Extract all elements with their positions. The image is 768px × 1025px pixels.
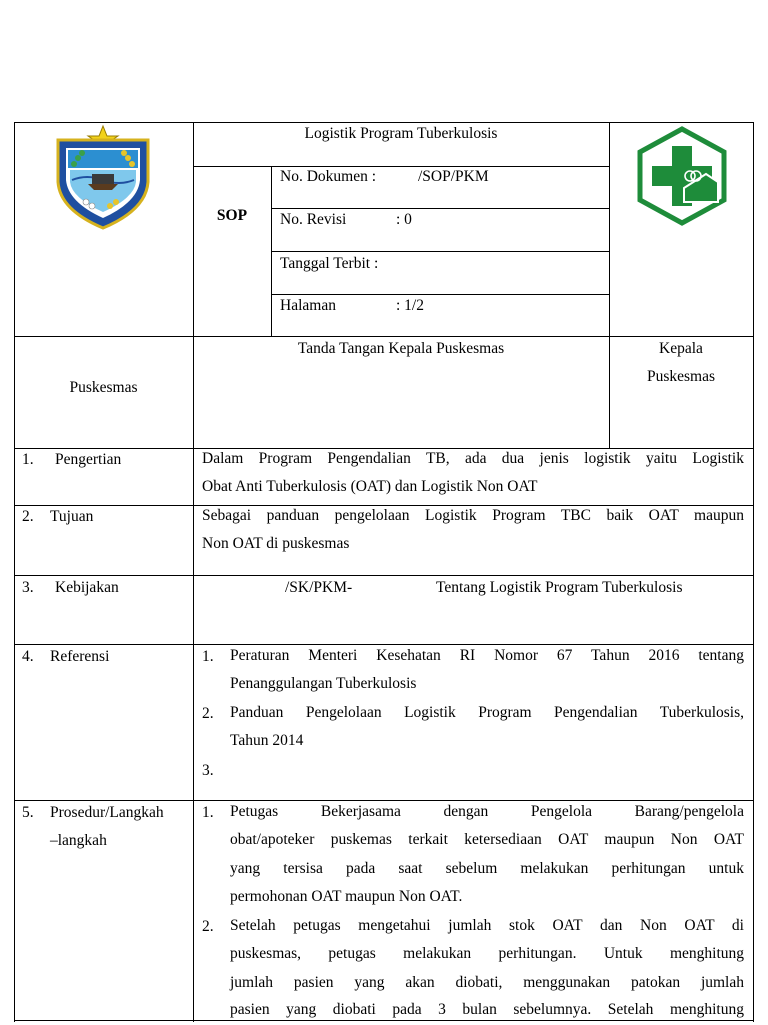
field-label-tanggal-terbit: Tanggal Terbit : — [280, 255, 379, 272]
section-number-tujuan: 2. — [22, 508, 34, 525]
tujuan-text-line-1: Sebagai panduan pengelolaan Logistik Program TBC baik OAT maupun — [202, 507, 744, 524]
sop-label: SOP — [216, 207, 248, 224]
pengertian-text-line-1: Dalam Program Pengendalian TB, ada dua jenis logistik yaitu Logistik — [202, 450, 744, 467]
field-divider-3 — [271, 294, 609, 295]
field-value-halaman: : 1/2 — [396, 297, 424, 314]
field-value-no-dokumen: /SOP/PKM — [418, 168, 489, 185]
prosedur-item-line: Setelah petugas mengetahui jumlah stok OAT dan Non OAT di — [230, 917, 744, 934]
signature-left-label: Puskesmas — [69, 379, 138, 396]
prosedur-item-line: permohonan OAT maupun Non OAT. — [230, 888, 463, 905]
tujuan-text-line-2: Non OAT di puskesmas — [202, 535, 350, 552]
referensi-item-line: Penanggulangan Tuberkulosis — [230, 675, 417, 692]
section-label-referensi: Referensi — [50, 648, 110, 665]
field-label-no-revisi: No. Revisi — [280, 211, 347, 228]
section-label-pengertian: Pengertian — [55, 451, 122, 468]
table-column-divider — [193, 122, 194, 1022]
field-value-no-revisi: : 0 — [396, 211, 412, 228]
section-label-kebijakan: Kebijakan — [55, 579, 119, 596]
header-right-divider — [609, 122, 610, 448]
section-label-prosedur-2: –langkah — [50, 832, 107, 849]
referensi-item-line: Tahun 2014 — [230, 732, 304, 749]
section-number-kebijakan: 3. — [22, 579, 34, 596]
kebijakan-sk-title: Tentang Logistik Program Tuberkulosis — [436, 579, 683, 596]
referensi-item-line: Peraturan Menteri Kesehatan RI Nomor 67 Tahun 2016 tentang — [230, 647, 744, 664]
prosedur-item-line: puskesmas, petugas melakukan perhitungan. Untuk menghitung — [230, 945, 744, 962]
table-border-top — [14, 122, 754, 123]
signature-right-label-1: Kepala — [659, 340, 703, 357]
pengertian-text-line-2: Obat Anti Tuberkulosis (OAT) dan Logistik Non OAT — [202, 478, 538, 495]
field-label-halaman: Halaman — [280, 297, 336, 314]
regional-emblem-logo — [52, 124, 154, 230]
prosedur-item-line: Petugas Bekerjasama dengan Pengelola Barang/pengelola — [230, 803, 744, 820]
prosedur-item-line: jumlah pasien yang akan diobati, menggunakan patokan jumlah — [230, 974, 744, 991]
section-number-pengertian: 1. — [22, 451, 34, 468]
prosedur-item-number: 1. — [202, 804, 214, 821]
table-border-right — [753, 122, 754, 1022]
kebijakan-sk-number: /SK/PKM- — [285, 579, 353, 596]
document-title: Logistik Program Tuberkulosis — [304, 125, 498, 142]
referensi-item-number: 2. — [202, 705, 214, 722]
prosedur-item-line: yang tersisa pada saat sebelum melakukan perhitungan untuk — [230, 860, 744, 877]
row-divider-tujuan — [14, 575, 754, 576]
field-divider-1 — [271, 208, 609, 209]
signature-right-label-2: Puskesmas — [646, 368, 716, 385]
prosedur-item-number: 2. — [202, 918, 214, 935]
referensi-item-number: 3. — [202, 762, 214, 779]
prosedur-item-line: obat/apoteker puskemas terkait ketersediaan OAT maupun Non OAT — [230, 831, 744, 848]
referensi-item-number: 1. — [202, 648, 214, 665]
title-underline — [193, 166, 609, 167]
signature-center-label: Tanda Tangan Kepala Puskesmas — [297, 340, 505, 357]
referensi-item-line: Panduan Pengelolaan Logistik Program Pengendalian Tuberkulosis, — [230, 704, 744, 721]
section-label-tujuan: Tujuan — [50, 508, 94, 525]
table-border-left — [14, 122, 15, 1022]
field-label-no-dokumen: No. Dokumen : — [280, 168, 377, 185]
row-divider-header — [14, 336, 754, 337]
puskesmas-logo — [632, 126, 732, 226]
field-divider-2 — [271, 251, 609, 252]
section-number-referensi: 4. — [22, 648, 34, 665]
section-number-prosedur: 5. — [22, 804, 34, 821]
prosedur-item-line: pasien yang diobati pada 3 bulan sebelumnya. Setelah menghitung — [230, 1001, 744, 1018]
section-label-prosedur-1: Prosedur/Langkah — [50, 804, 164, 821]
